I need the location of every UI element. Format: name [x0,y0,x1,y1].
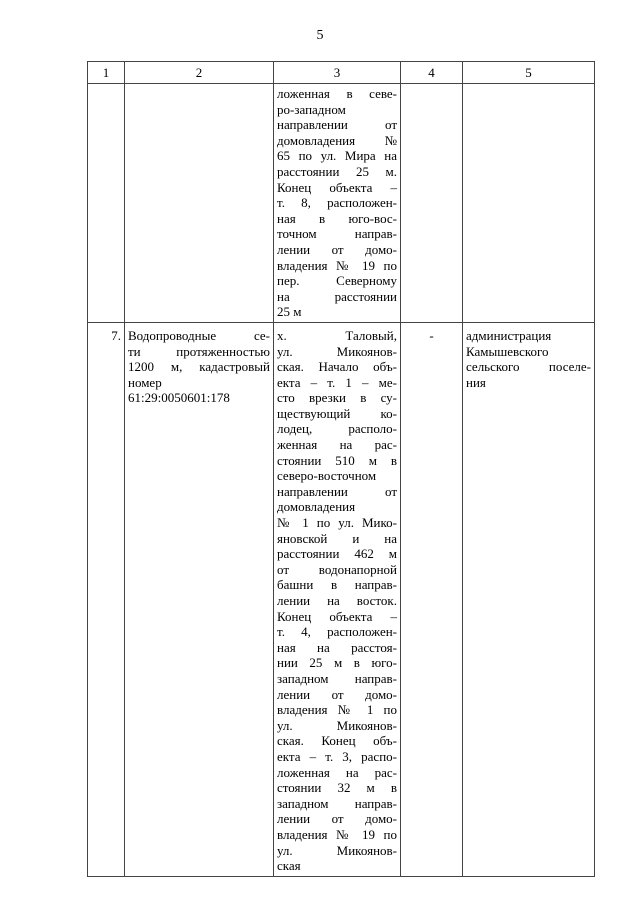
cell-object-name [125,322,274,876]
text-line: стоянии 510 м в [277,452,397,468]
text-line: ния [466,374,486,390]
text-line: башни в направ- [277,577,397,593]
text-line: ложенная в севе- [277,86,397,101]
text-line: х. Таловый, [277,327,397,343]
header-cell: 4 [401,62,463,84]
text-line: ская. Начало объ- [277,359,397,375]
text-line: владения № 19 по [277,826,397,842]
text-line: ществующий ко- [277,405,397,421]
text-line: пер. Северному [277,273,397,289]
header-cell: 1 [88,62,125,84]
text-line: № 1 по ул. Мико- [277,515,397,531]
cell-col4: - [401,322,463,876]
text-line: лении от домо- [277,241,397,257]
header-cell: 3 [274,62,401,84]
text-line: администрация [466,327,552,343]
text-line: 1200 м, кадастровый [128,359,270,375]
text-line: 61:29:0050601:178 [128,390,230,406]
text-line: лении на восток. [277,593,397,608]
text-line: екта – т. 1 – ме- [277,374,397,390]
cell-owner [463,322,595,876]
text-line: владения № 19 по [277,257,397,273]
text-line: стоянии 32 м в [277,780,397,796]
cell-owner [463,84,595,323]
text-line: лодец, располо- [277,421,397,437]
text-line: ул. Микоянов- [277,343,397,359]
text-line: сто врезки в су- [277,390,397,406]
text-line: ская [277,858,301,874]
text-line: Камышевского [466,343,549,359]
cell-col4 [401,84,463,323]
text-line: расстоянии 462 м [277,546,397,562]
text-line: направлении от [277,483,397,499]
cell-object-name [125,84,274,323]
location-text [277,86,397,320]
owner-text [466,328,591,390]
text-line: ти протяженностью [128,343,270,359]
cell-number [88,84,125,323]
text-line: екта – т. 3, распо- [277,748,397,764]
text-line: номер [128,374,162,390]
text-line: ложенная на рас- [277,764,397,780]
table-header-row [88,62,595,84]
location-text [277,328,397,874]
text-line: ная в юго-вос- [277,210,397,226]
table-row [88,322,595,876]
text-line: северо-восточном [277,468,377,484]
text-line: женная на рас- [277,437,397,453]
text-line: ул. Микоянов- [277,842,397,858]
header-cell: 5 [463,62,595,84]
text-line: т. 8, расположен- [277,195,397,211]
text-line: Конец объекта – [277,608,397,624]
text-line: ул. Микоянов- [277,717,397,733]
text-line: направлении от [277,117,397,133]
cell-location [274,322,401,876]
text-line: лении от домо- [277,686,397,702]
cell-location [274,84,401,323]
text-line: Конец объекта – [277,179,397,195]
objects-table [87,61,595,877]
object-name-text [128,328,270,406]
text-line: западном направ- [277,670,397,686]
text-line: на расстоянии [277,288,397,304]
text-line: Водопроводные се- [128,327,270,343]
text-line: ная на расстоя- [277,639,397,655]
text-line: от водонапорной [277,561,397,577]
text-line: 65 по ул. Мира на [277,148,397,164]
page-number: 5 [316,28,324,43]
text-line: т. 4, расположен- [277,624,397,640]
text-line: нии 25 м в юго- [277,655,397,671]
text-line: сельского поселе- [466,359,591,375]
text-line: яновской и на [277,530,397,546]
text-line: 25 м [277,304,302,320]
text-line: расстоянии 25 м. [277,163,397,179]
text-line: западном направ- [277,795,397,811]
text-line: домовладения [277,499,356,515]
text-line: ская. Конец объ- [277,733,397,749]
text-line: лении от домо- [277,811,397,827]
text-line: владения № 1 по [277,702,397,718]
text-line: ро-западном [277,101,346,117]
text-line: домовладения № [277,132,397,148]
text-line: точном направ- [277,226,397,242]
cell-number: 7. [88,322,125,876]
table-row [88,84,595,323]
header-cell: 2 [125,62,274,84]
